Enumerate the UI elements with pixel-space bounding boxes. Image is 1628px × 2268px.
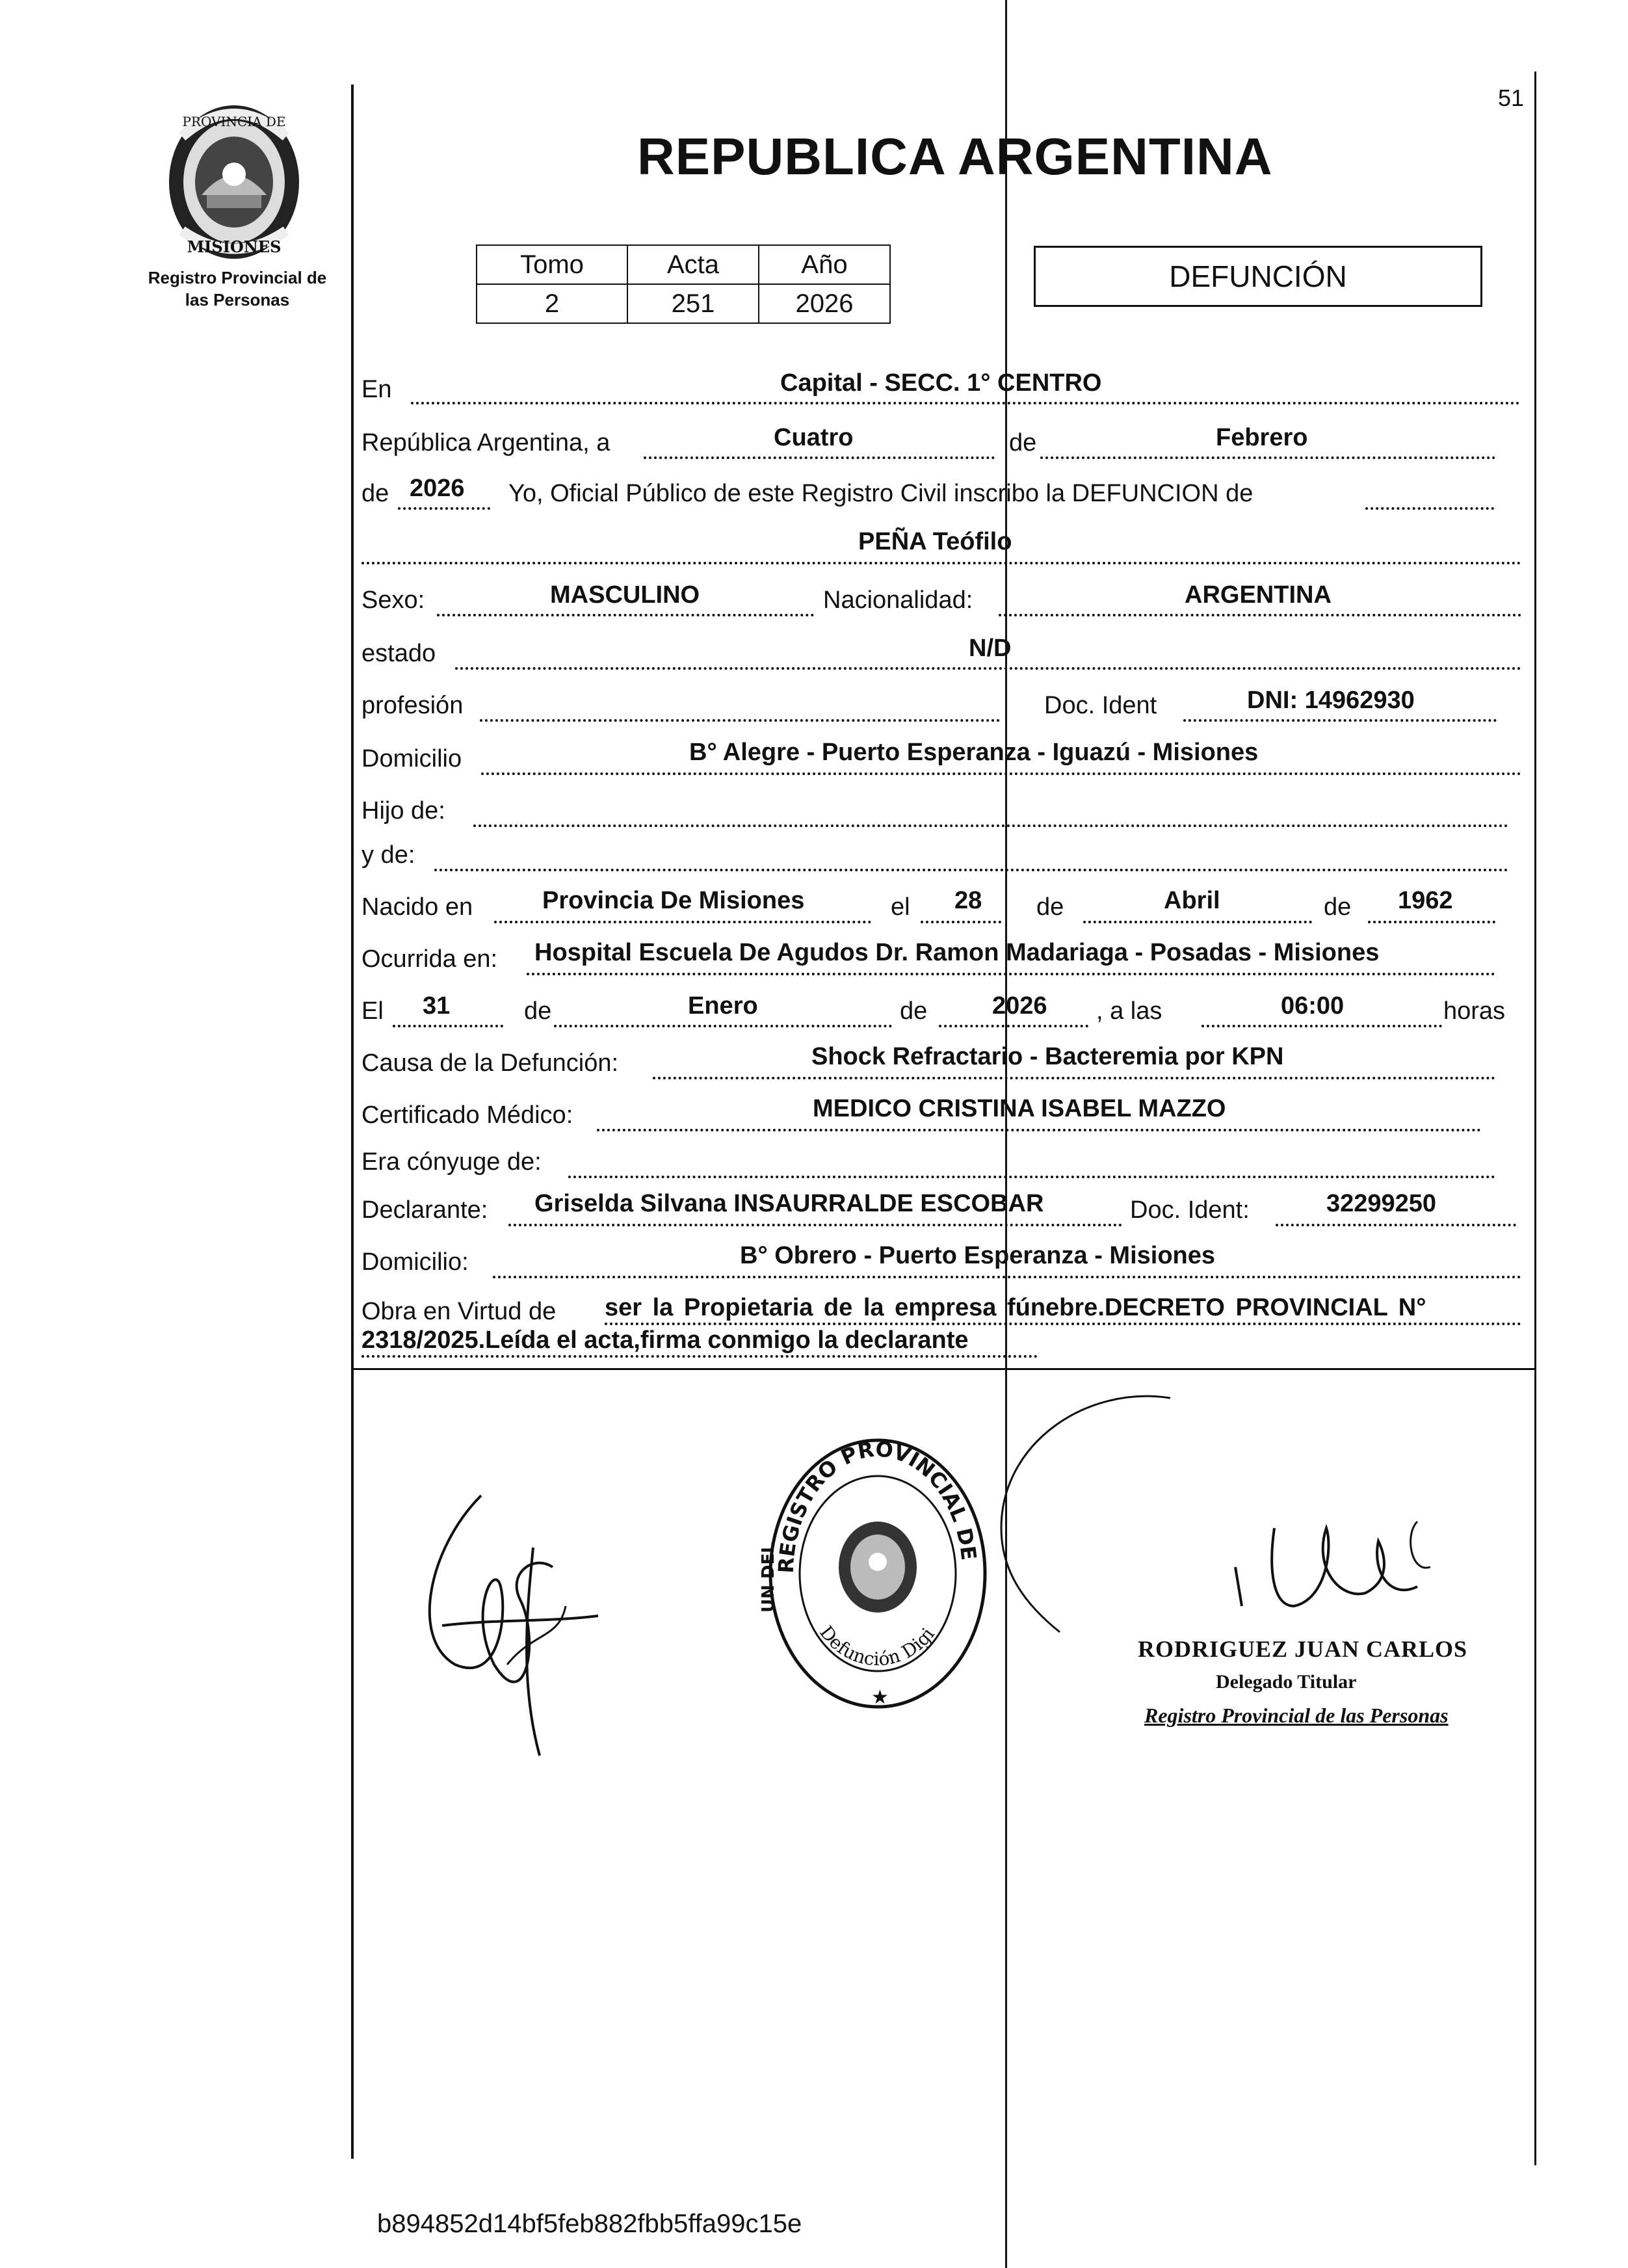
y-de-label: y de: [361,841,415,869]
obra-dotted-line2 [361,1355,1038,1358]
nacido-year-value: 1962 [1398,887,1453,914]
record-table-value-row [477,284,890,323]
record-table-header-row [477,245,890,284]
fecha-year-value: 2026 [992,992,1047,1020]
page-number: 51 [1497,85,1524,111]
declarante-doc-label: Doc. Ident: [1130,1196,1250,1224]
document-hash: b894852d14bf5feb882fbb5ffa99c15e [377,2209,802,2238]
nacionalidad-dotted-line [999,614,1521,616]
left-border-line [351,85,354,2159]
nacido-label: Nacido en [361,893,473,921]
tomo-value: 2 [477,284,627,323]
statement-dotted-line [1365,507,1494,510]
month-value: Febrero [1216,424,1308,451]
nacido-year-dotted-line [1368,921,1495,923]
en-value: Capital - SECC. 1° CENTRO [780,369,1102,397]
estado-label: estado [361,640,436,667]
nacionalidad-label: Nacionalidad: [823,587,973,614]
nacido-el-label: el [891,893,910,921]
ocurrida-label: Ocurrida en: [361,945,498,973]
causa-dotted-line [653,1077,1495,1079]
a-las-label: , a las [1096,997,1162,1025]
nacido-place-dotted-line [494,921,871,923]
domicilio-label: Domicilio [361,745,462,772]
nacionalidad-value: ARGENTINA [1185,581,1332,609]
page-title: REPUBLICA ARGENTINA [637,127,1273,185]
month-dotted-line [1040,456,1495,459]
sexo-dotted-line-fill [437,614,814,616]
certificado-value: MEDICO CRISTINA ISABEL MAZZO [813,1095,1226,1122]
doc-ident-value: DNI: 14962930 [1247,687,1415,714]
ocurrida-dotted-line [527,973,1495,975]
nacido-place-value: Provincia De Misiones [542,887,805,914]
doc-ident-dotted-line [1183,719,1497,722]
registry-stamp [754,1418,988,1710]
svg-text:Defunción Digital: Defunción Digi [815,1622,939,1670]
fecha-day-dotted-line [393,1025,503,1027]
certificado-dotted-line [597,1129,1481,1131]
sexo-value: MASCULINO [550,581,700,609]
anio-header: Año [759,245,890,284]
fecha-de1-label: de [524,997,552,1025]
year-value: 2026 [410,475,465,502]
estado-value: N/D [969,635,1012,662]
republica-label: República Argentina, a [361,429,610,456]
en-label: En [361,376,392,403]
center-fold-line [1005,0,1007,2268]
nacido-month-value: Abril [1164,887,1220,914]
fecha-day-value: 31 [423,992,451,1020]
fecha-year-dotted-line [939,1025,1088,1027]
record-type-box: DEFUNCIÓN [1034,246,1482,307]
nacido-de1-label: de [1036,893,1064,921]
official-statement: Yo, Oficial Público de este Registro Civil inscribo la DEFUNCION de [508,480,1254,507]
day-value: Cuatro [774,424,854,451]
sexo-label: Sexo: [361,587,425,614]
fecha-de2-label: de [900,997,928,1025]
declarante-doc-dotted-line [1276,1224,1516,1226]
official-role: Delegado Titular [1216,1671,1357,1693]
acta-header: Acta [627,245,759,284]
y-de-dotted-line [434,869,1508,871]
svg-text:MISIONES: MISIONES [187,237,282,256]
conyuge-dotted-line [568,1176,1495,1178]
svg-text:UN DEL: UN DEL [759,1542,778,1613]
nacido-month-dotted-line [1083,921,1312,923]
obra-dotted-line1 [605,1323,1521,1325]
republica-de-label: de [1009,429,1037,456]
name-dotted-line [361,562,1521,564]
domicilio2-value: B° Obrero - Puerto Esperanza - Misiones [740,1242,1216,1269]
fecha-month-dotted-line [554,1025,892,1027]
causa-value: Shock Refractario - Bacteremia por KPN [811,1043,1284,1070]
official-signature [988,1359,1456,1645]
obra-label: Obra en Virtud de [361,1298,557,1325]
acta-value: 251 [627,284,759,323]
official-organization: Registro Provincial de las Personas [1144,1704,1449,1727]
time-value: 06:00 [1281,992,1345,1020]
year-dotted-line [398,507,490,510]
nacido-day-dotted-line [921,921,1001,923]
domicilio2-dotted-line [493,1276,1521,1278]
year-de-label: de [361,480,389,507]
certificado-label: Certificado Médico: [361,1101,573,1129]
official-name: RODRIGUEZ JUAN CARLOS [1138,1636,1468,1662]
declarante-value: Griselda Silvana INSAURRALDE ESCOBAR [534,1190,1044,1217]
svg-text:REGISTRO PROVINCIAL DE LAS PER: REGISTRO PROVINCIAL DE [773,1436,982,1574]
svg-text:PROVINCIA DE: PROVINCIA DE [182,114,286,129]
right-border-line [1534,72,1536,2165]
conyuge-label: Era cónyuge de: [361,1148,542,1176]
nacido-day-value: 28 [954,887,982,914]
deceased-name: PEÑA Teófilo [858,528,1012,555]
obra-value-line1: ser la Propietaria de la empresa fúnebre.DECRETO PROVINCIAL N° [605,1294,1426,1321]
causa-label: Causa de la Defunción: [361,1049,619,1077]
fecha-month-value: Enero [688,992,758,1020]
declarant-signature [403,1470,624,1769]
time-dotted-line [1201,1025,1442,1027]
hijo-de-label: Hijo de: [361,797,445,824]
profesion-label: profesión [361,692,464,719]
domicilio-dotted-line [481,772,1521,775]
day-dotted-line [644,456,995,459]
declarante-label: Declarante: [361,1196,488,1224]
province-seal-logo [156,98,312,267]
domicilio-value: B° Alegre - Puerto Esperanza - Iguazú - Misiones [689,739,1259,766]
declarante-doc-value: 32299250 [1326,1190,1437,1217]
hijo-de-dotted-line [473,824,1508,827]
horas-label: horas [1443,997,1506,1025]
nacido-de2-label: de [1324,893,1352,921]
ocurrida-value: Hospital Escuela De Agudos Dr. Ramon Madariaga - Posadas - Misiones [534,939,1380,966]
record-table [476,244,891,324]
tomo-header: Tomo [477,245,627,284]
declarante-dotted-line [508,1224,1122,1226]
svg-text:★: ★ [871,1687,889,1708]
domicilio2-label: Domicilio: [361,1248,469,1276]
fecha-el-label: El [361,997,384,1025]
estado-dotted-line [455,667,1521,670]
obra-value-line2: 2318/2025.Leída el acta,firma conmigo la declarante [361,1326,969,1354]
registry-label: Registro Provincial de las Personas [148,268,327,310]
doc-ident-label: Doc. Ident [1044,692,1157,719]
profesion-dotted-line [480,719,1000,722]
en-dotted-line [411,402,1520,404]
anio-value: 2026 [759,284,890,323]
